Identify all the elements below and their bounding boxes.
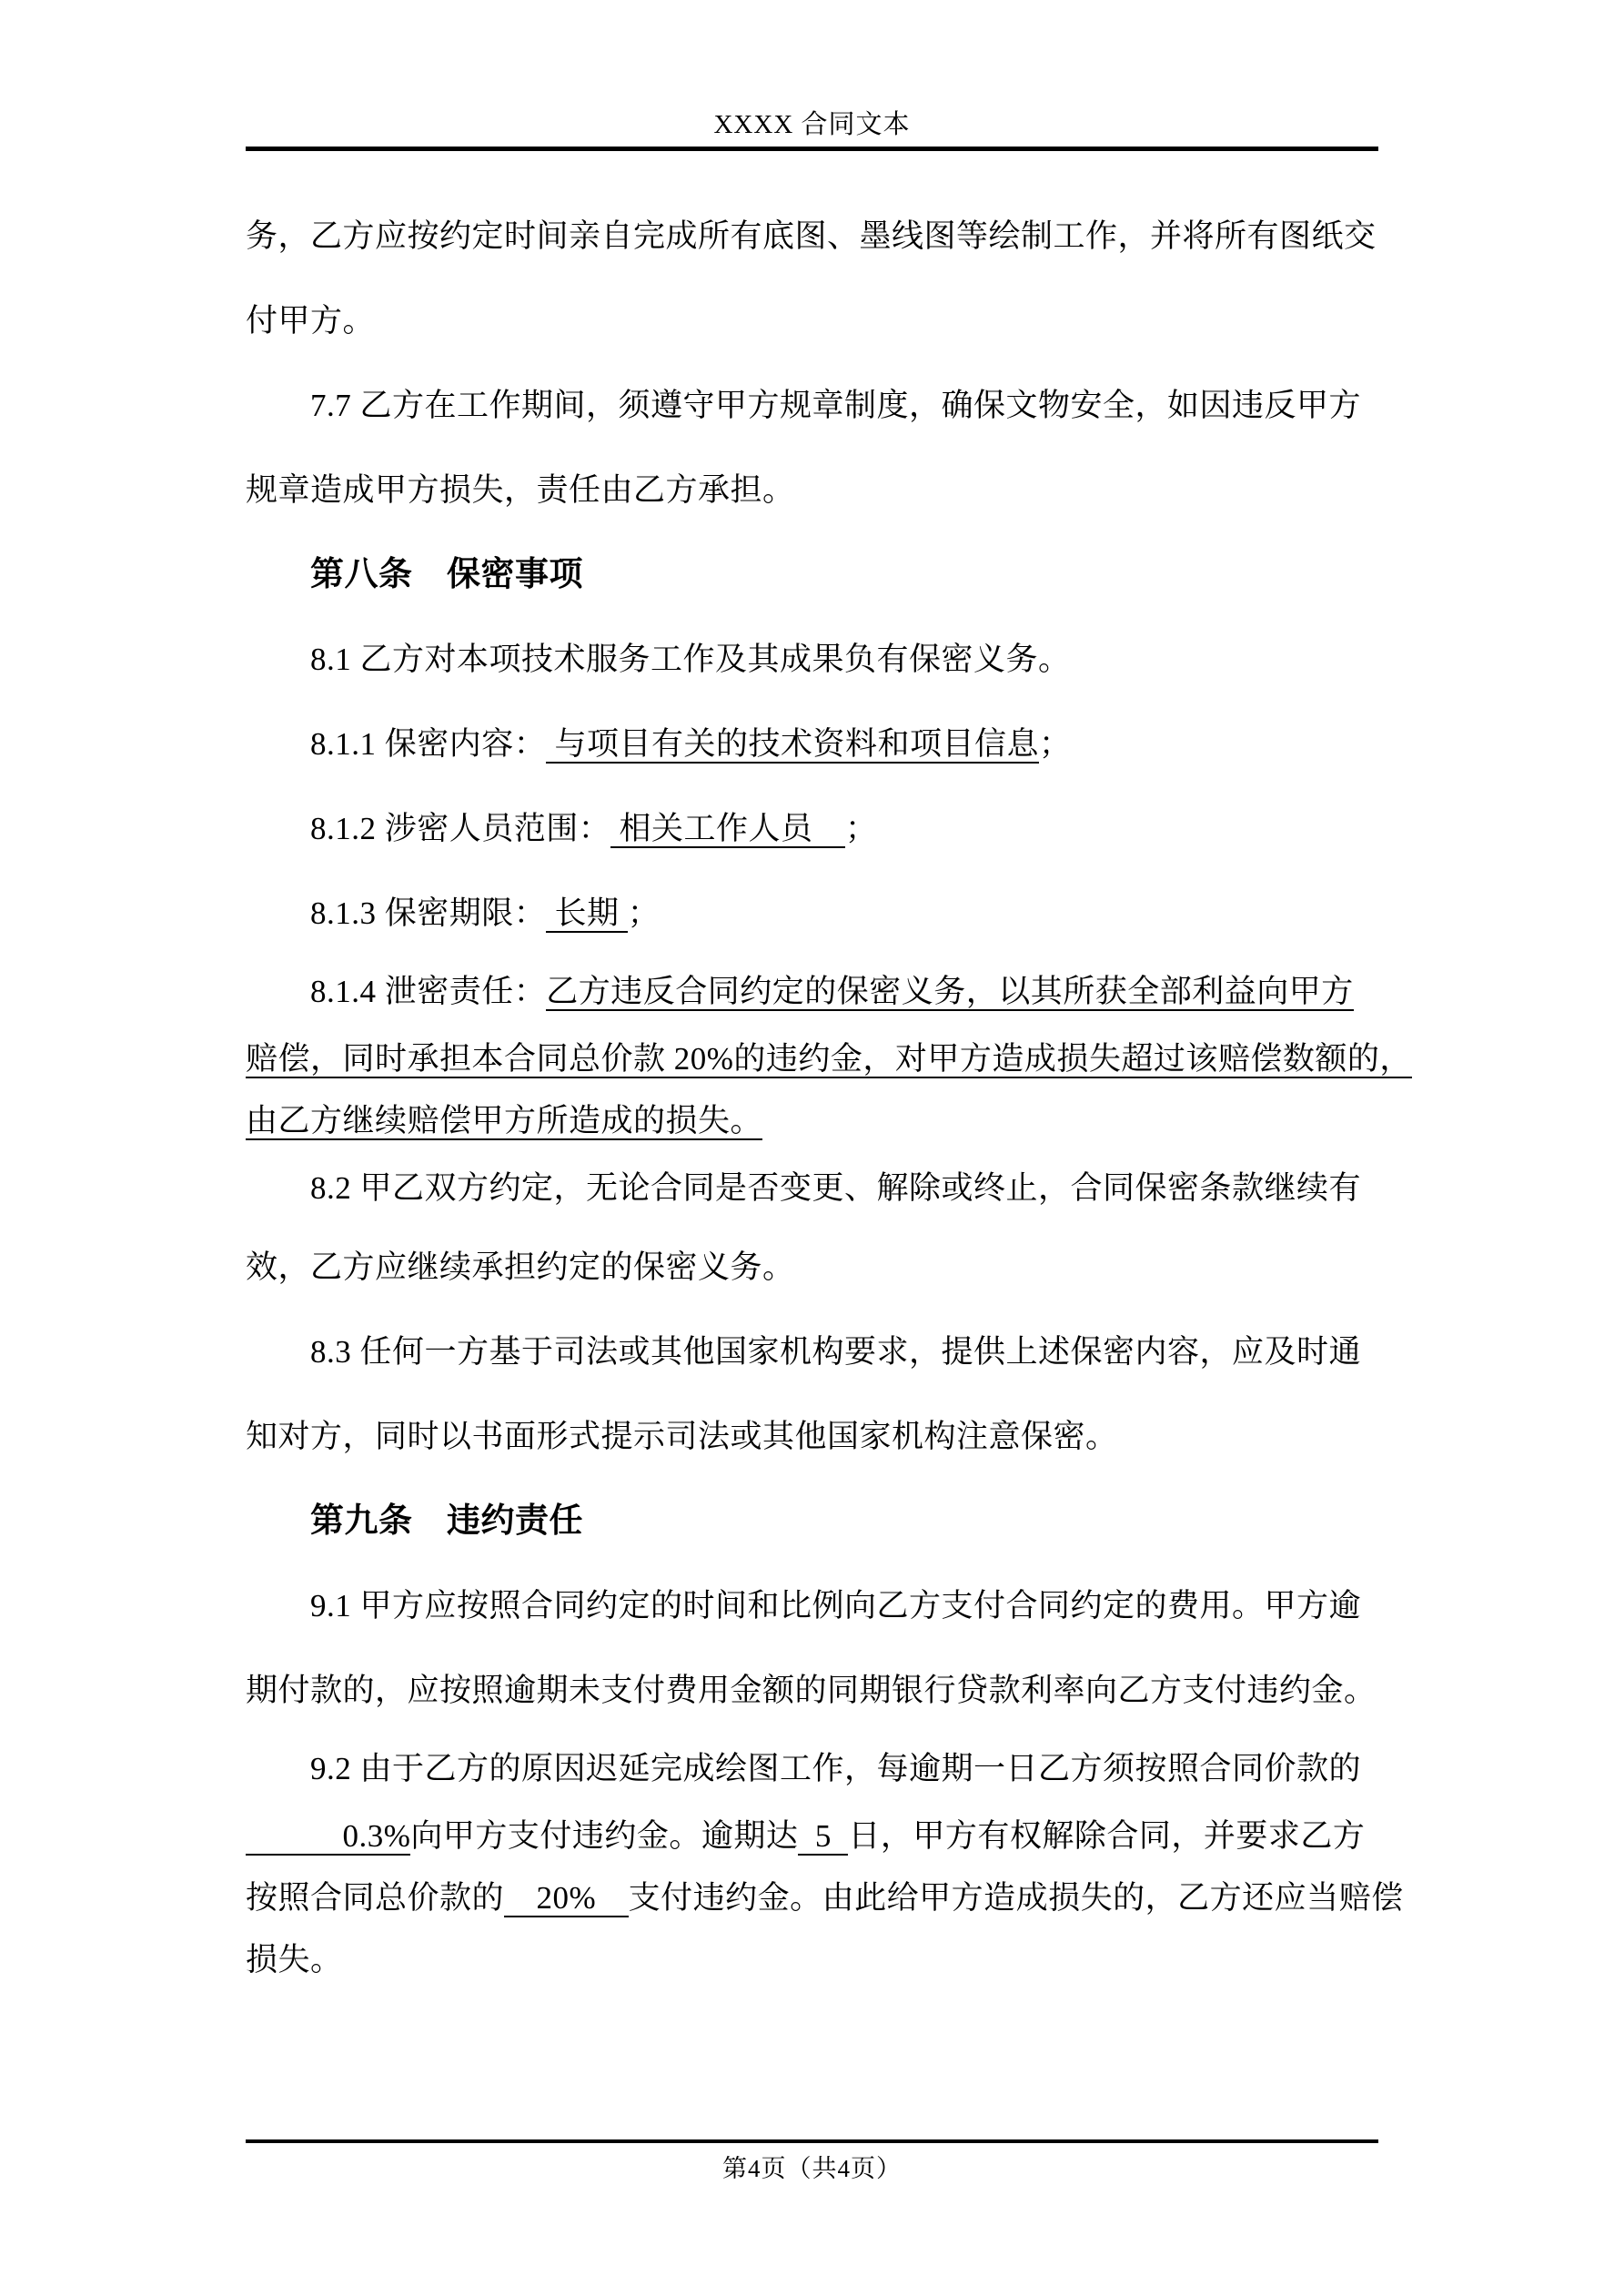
document-line [246,1394,1378,1479]
text-segment: 知对方，同时以书面形式提示司法或其他国家机构注意保密。 [246,1419,1118,1454]
fill-in-blank: 赔偿，同时承担本合同总价款 20%的违约金，对甲方造成损失超过该赔偿数额的， [246,1041,1412,1077]
text-segment: 按照合同总价款的 [246,1880,505,1916]
text-segment: 8.2 甲乙双方约定，无论合同是否变更、解除或终止，合同保密条款继续有 [310,1170,1362,1206]
document-line [246,1733,1378,1805]
document-line [246,278,1378,363]
document-line [246,1563,1378,1648]
footer-rule [246,2139,1378,2143]
text-segment: ； [845,811,878,846]
text-segment: 日，甲方有权解除合同，并要求乙方 [848,1818,1366,1854]
document-line [246,871,1378,956]
fill-in-blank: 0.3% [246,1818,411,1854]
document-line [246,448,1378,532]
text-segment: 9.2 由于乙方的原因迟延完成绘图工作，每逾期一日乙方须按照合同价款的 [310,1751,1362,1786]
document-line [246,1929,1378,1991]
text-segment: 8.1.3 保密期限： [310,895,547,931]
document-body [246,194,1412,1991]
document-line [246,1090,1378,1152]
document-line [246,1867,1404,1929]
text-segment: 规章造成甲方损失，责任由乙方承担。 [246,472,795,508]
document-line [246,702,1378,786]
text-segment: 8.1.2 涉密人员范围： [310,811,611,846]
document-line [246,363,1378,448]
fill-in-blank: 相关工作人员 [610,811,846,846]
document-line [246,1152,1378,1225]
page-number: 第4页（共4页） [722,2155,902,2182]
text-segment: 务，乙方应按约定时间亲自完成所有底图、墨线图等绘制工作，并将所有图纸交 [246,218,1377,254]
header-title: XXXX 合同文本 [713,110,911,139]
document-line [246,1028,1412,1090]
document-line [246,1225,1378,1310]
text-segment: 第八条 保密事项 [310,556,583,593]
document-line [246,956,1378,1028]
text-segment: 损失。 [246,1942,343,1977]
text-segment: 向甲方支付违约金。逾期达 [410,1818,799,1854]
document-line [246,786,1378,871]
text-segment: 支付违约金。由此给甲方造成损失的，乙方还应当赔偿 [628,1880,1404,1916]
text-segment: ； [1039,726,1072,762]
fill-in-blank: 长期 [546,895,628,931]
fill-in-blank: 20% [504,1880,629,1916]
fill-in-blank: 乙方违反合同约定的保密义务，以其所获全部利益向甲方 [546,974,1354,1009]
text-segment: 第九条 违约责任 [310,1502,583,1540]
text-segment: 7.7 乙方在工作期间，须遵守甲方规章制度，确保文物安全，如因违反甲方 [310,388,1362,423]
text-segment: 效，乙方应继续承担约定的保密义务。 [246,1249,795,1285]
header-rule [246,147,1378,151]
text-segment: 8.1.4 泄密责任： [310,974,547,1009]
document-line [246,1648,1378,1733]
text-segment: 付甲方。 [246,303,376,339]
section-heading [246,1479,1378,1563]
document-line [246,617,1378,702]
document-line [246,1805,1378,1867]
text-segment: 8.1 乙方对本项技术服务工作及其成果负有保密义务。 [310,642,1071,677]
fill-in-blank: 由乙方继续赔偿甲方所造成的损失。 [246,1103,763,1138]
text-segment: 9.1 甲方应按照合同约定的时间和比例向乙方支付合同约定的费用。甲方逾 [310,1588,1362,1623]
text-segment: ； [627,895,661,931]
text-segment: 8.3 任何一方基于司法或其他国家机构要求，提供上述保密内容，应及时通 [310,1334,1362,1370]
fill-in-blank: 与项目有关的技术资料和项目信息 [546,726,1040,762]
section-heading [246,532,1378,617]
document-line [246,194,1378,278]
document-line [246,1310,1378,1394]
text-segment: 期付款的，应按照逾期未支付费用金额的同期银行贷款利率向乙方支付违约金。 [246,1673,1377,1708]
text-segment: 8.1.1 保密内容： [310,726,547,762]
fill-in-blank: 5 [798,1818,849,1854]
